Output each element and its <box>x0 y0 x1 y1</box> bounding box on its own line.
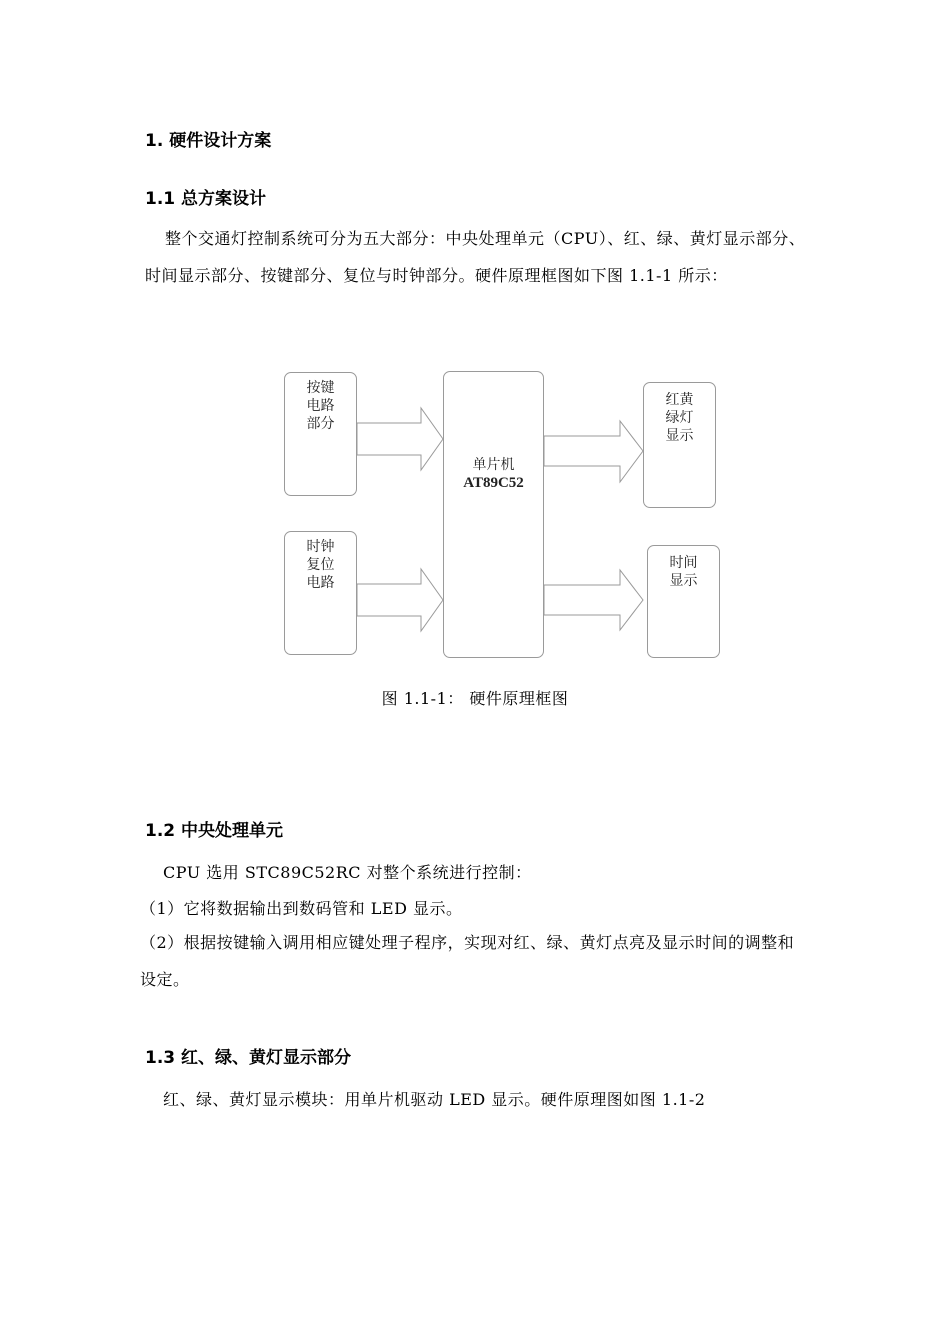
mcu-box <box>443 371 544 658</box>
clock-box-line-1: 时钟 <box>306 539 335 555</box>
section-1-1-heading: 1.1 总方案设计 <box>145 189 267 209</box>
section-1-3-heading: 1.3 红、绿、黄灯显示部分 <box>145 1048 352 1068</box>
time-box-line-2: 显示 <box>669 573 698 589</box>
section-1-1-paragraph: 整个交通灯控制系统可分为五大部分：中央处理单元（CPU）、红、绿、黄灯显示部分、时间显示部分、按键部分、复位与时钟部分。硬件原理框图如下图 1.1-1 所示： <box>145 229 806 285</box>
section-1-2-line-2: （1）它将数据输出到数码管和 LED 显示。 <box>140 899 463 918</box>
section-1-3-line-1: 红、绿、黄灯显示模块：用单片机驱动 LED 显示。硬件原理图如图 1.1-2 <box>163 1090 706 1109</box>
lights-box-line-2: 绿灯 <box>665 410 694 426</box>
lights-box-line-1: 红黄 <box>665 392 694 408</box>
keys-box-line-3: 部分 <box>306 416 335 432</box>
section-1-heading: 1. 硬件设计方案 <box>145 131 272 151</box>
section-1-2-heading: 1.2 中央处理单元 <box>145 821 284 841</box>
mcu-title: 单片机 <box>472 457 515 473</box>
lights-box-line-3: 显示 <box>665 428 694 444</box>
clock-reset-box <box>284 531 357 655</box>
clock-box-line-2: 复位 <box>306 557 335 573</box>
lights-display-box <box>643 382 716 508</box>
keys-circuit-box <box>284 372 357 496</box>
keys-box-line-1: 按键 <box>306 380 335 396</box>
clock-box-line-3: 电路 <box>306 575 335 591</box>
time-box-line-1: 时间 <box>669 555 698 571</box>
keys-box-line-2: 电路 <box>306 398 335 414</box>
time-display-box <box>647 545 720 658</box>
section-1-2-line-1: CPU 选用 STC89C52RC 对整个系统进行控制： <box>163 863 532 882</box>
arrow-keys-to-mcu <box>357 408 443 470</box>
arrow-mcu-to-lights <box>544 421 643 482</box>
arrow-clock-to-mcu <box>357 569 443 631</box>
section-1-2-paragraph: （2）根据按键输入调用相应键处理子程序，实现对红、绿、黄灯点亮及显示时间的调整和设定。 <box>140 933 795 989</box>
figure-caption: 图 1.1-1： 硬件原理框图 <box>381 689 569 708</box>
mcu-model: AT89C52 <box>463 475 524 491</box>
arrow-mcu-to-time <box>544 570 643 630</box>
